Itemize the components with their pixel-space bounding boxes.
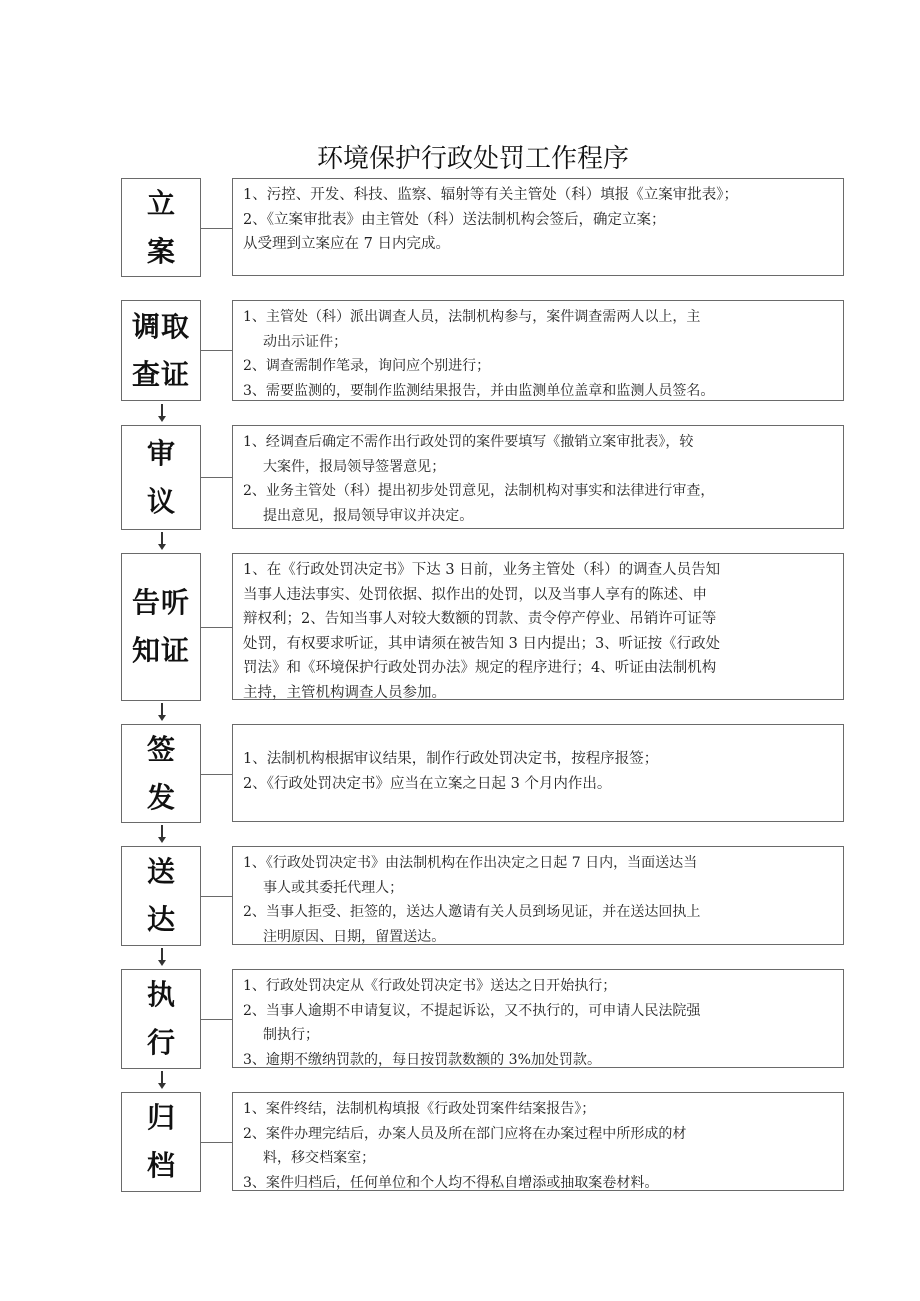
description-line: 提出意见，报局领导审议并决定。 [263, 507, 474, 524]
stage-box-enforcement [121, 969, 201, 1069]
down-arrow-icon [158, 703, 166, 721]
stage-label: 签发 [146, 732, 175, 814]
description-line: 2、当事人拒受、拒签的，送达人邀请有关人员到场见证，并在送达回执上 [243, 904, 701, 920]
stage-label: 送达 [146, 855, 175, 936]
description-box-delivery [232, 846, 844, 945]
connector-line [201, 627, 233, 628]
description-line: 处罚，有权要求听证，其申请须在被告知 3 日内提出；3、听证按《行政处 [243, 635, 721, 652]
stage-box-filing [121, 178, 201, 277]
description-line: 事人或其委托代理人； [263, 879, 404, 896]
stage-box-delivery [121, 846, 201, 946]
stage-label: 调取查证 [132, 309, 191, 391]
description-box-investigation [232, 300, 844, 401]
description-line: 主持，主管机构调查人员参加。 [243, 684, 446, 701]
description-line: 2、《行政处罚决定书》应当在立案之日起 3 个月内作出。 [243, 775, 612, 792]
stage-label: 告听知证 [132, 586, 191, 667]
description-line: 1、案件终结，法制机构填报《行政处罚案件结案报告》； [243, 1101, 596, 1117]
down-arrow-icon [158, 948, 166, 966]
description-box-issuance [232, 724, 844, 822]
page-title: 环境保护行政处罚工作程序 [316, 144, 629, 174]
stage-box-investigation [121, 300, 201, 401]
connector-line [201, 477, 233, 478]
description-line: 2、业务主管处（科）提出初步处罚意见，法制机构对事实和法律进行审查， [243, 483, 715, 499]
connector-line [201, 774, 233, 775]
stage-box-review [121, 425, 201, 530]
connector-line [201, 228, 233, 229]
description-line: 2、调查需制作笔录，询问应个别进行； [243, 358, 491, 374]
description-box-review [232, 425, 844, 529]
description-line: 制执行； [263, 1027, 320, 1043]
connector-line [201, 1019, 233, 1020]
description-line: 罚法》和《环境保护行政处罚办法》规定的程序进行；4、听证由法制机构 [243, 660, 717, 676]
description-line: 3、案件归档后，任何单位和个人均不得私自增添或抽取案卷材料。 [243, 1174, 659, 1191]
description-box-archiving [232, 1092, 844, 1191]
description-line: 3、逾期不缴纳罚款的，每日按罚款数额的 3%加处罚款。 [243, 1051, 601, 1068]
stage-label: 归档 [146, 1101, 175, 1182]
description-box-filing [232, 178, 844, 276]
down-arrow-icon [158, 825, 166, 843]
stage-label: 审议 [146, 436, 175, 518]
description-line: 从受理到立案应在 7 日内完成。 [243, 236, 450, 252]
description-line: 1、污控、开发、科技、监察、辐射等有关主管处（科）填报《立案审批表》； [243, 187, 738, 203]
stage-box-archiving [121, 1092, 201, 1192]
description-box-enforcement [232, 969, 844, 1068]
connector-line [201, 350, 233, 351]
description-line: 1、《行政处罚决定书》由法制机构在作出决定之日起 7 日内，当面送达当 [243, 855, 698, 871]
description-line: 动出示证件； [263, 333, 348, 350]
description-line: 大案件，报局领导签署意见； [263, 458, 446, 475]
description-line: 料，移交档案室； [263, 1150, 376, 1166]
connector-line [201, 1142, 233, 1143]
description-line: 1、行政处罚决定从《行政处罚决定书》送达之日开始执行； [243, 978, 617, 994]
stage-label: 执行 [146, 978, 175, 1059]
stage-label: 立案 [146, 186, 175, 268]
stage-box-hearing [121, 553, 201, 701]
description-line: 2、《立案审批表》由主管处（科）送法制机构会签后，确定立案； [243, 211, 666, 228]
down-arrow-icon [158, 404, 166, 422]
description-line: 当事人违法事实、处罚依据、拟作出的处罚，以及当事人享有的陈述、申 [243, 586, 707, 603]
down-arrow-icon [158, 532, 166, 550]
description-line: 注明原因、日期，留置送达。 [263, 928, 446, 945]
description-line: 1、主管处（科）派出调查人员，法制机构参与，案件调查需两人以上，主 [243, 309, 701, 325]
description-line: 辩权利；2、告知当事人对较大数额的罚款、责令停产停业、吊销许可证等 [243, 611, 717, 627]
description-line: 1、法制机构根据审议结果，制作行政处罚决定书，按程序报签； [243, 751, 659, 767]
description-line: 1、在《行政处罚决定书》下达 3 日前，业务主管处（科）的调查人员告知 [243, 562, 721, 578]
stage-box-issuance [121, 724, 201, 823]
description-line: 3、需要监测的，要制作监测结果报告，并由监测单位盖章和监测人员签名。 [243, 382, 715, 399]
connector-line [201, 896, 233, 897]
description-line: 2、案件办理完结后，办案人员及所在部门应将在办案过程中所形成的材 [243, 1125, 687, 1142]
description-line: 2、当事人逾期不申请复议，不提起诉讼，又不执行的，可申请人民法院强 [243, 1002, 701, 1019]
description-box-hearing [232, 553, 844, 700]
down-arrow-icon [158, 1071, 166, 1089]
description-line: 1、经调查后确定不需作出行政处罚的案件要填写《撤销立案审批表》，较 [243, 434, 694, 450]
